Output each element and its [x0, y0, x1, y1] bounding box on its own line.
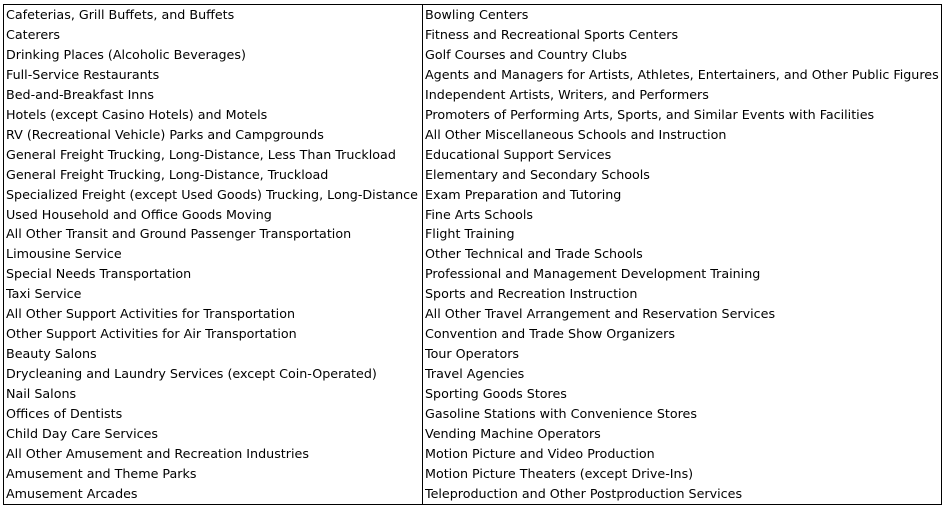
table-cell: Taxi Service [6, 286, 82, 302]
table-cell: Promoters of Performing Arts, Sports, and Similar Events with Facilities [425, 106, 875, 122]
table-cell: Educational Support Services [425, 146, 612, 162]
table-cell: Convention and Trade Show Organizers [425, 326, 675, 342]
table-cell: Hotels (except Casino Hotels) and Motels [6, 106, 268, 122]
table-cell: Motion Picture Theaters (except Drive-Ins) [425, 465, 694, 481]
table-cell: Teleproduction and Other Postproduction Services [425, 485, 743, 501]
table-cell: RV (Recreational Vehicle) Parks and Campgrounds [6, 126, 324, 142]
table-cell: Nail Salons [6, 386, 77, 402]
table-cell: Exam Preparation and Tutoring [425, 186, 622, 202]
table-cell: Sporting Goods Stores [425, 386, 567, 402]
table-cell: Elementary and Secondary Schools [425, 166, 650, 182]
table-cell: Fitness and Recreational Sports Centers [425, 26, 679, 42]
table-cell: Beauty Salons [6, 346, 97, 362]
table-cell: Travel Agencies [425, 366, 525, 382]
table-cell: Tour Operators [425, 346, 520, 362]
table-cell: Professional and Management Development Training [425, 266, 761, 282]
industry-table [3, 4, 942, 505]
table-cell: Other Support Activities for Air Transportation [6, 326, 297, 342]
table-cell: Amusement Arcades [6, 485, 138, 501]
table-cell: Drinking Places (Alcoholic Beverages) [6, 46, 246, 62]
table-cell: Vending Machine Operators [425, 426, 601, 442]
table-cell: Independent Artists, Writers, and Performers [425, 86, 709, 102]
table-cell: All Other Transit and Ground Passenger Transportation [6, 226, 352, 242]
table-cell: All Other Support Activities for Transportation [6, 306, 296, 322]
table-cell: Caterers [6, 26, 60, 42]
table-cell: Bed-and-Breakfast Inns [6, 86, 154, 102]
table-cell: Special Needs Transportation [6, 266, 192, 282]
table-cell: Child Day Care Services [6, 426, 159, 442]
table-cell: General Freight Trucking, Long-Distance, Less Than Truckload [6, 146, 396, 162]
table-cell: Amusement and Theme Parks [6, 465, 197, 481]
table-cell: All Other Amusement and Recreation Industries [6, 445, 309, 461]
table-cell: Specialized Freight (except Used Goods) Trucking, Long-Distance [6, 186, 418, 202]
table-cell: Sports and Recreation Instruction [425, 286, 638, 302]
left-column [4, 5, 423, 504]
table-cell: General Freight Trucking, Long-Distance, Truckload [6, 166, 329, 182]
table-cell: Full-Service Restaurants [6, 66, 160, 82]
table-cell: Used Household and Office Goods Moving [6, 206, 272, 222]
table-cell: Flight Training [425, 226, 515, 242]
right-column [423, 5, 941, 504]
table-cell: Gasoline Stations with Convenience Stores [425, 406, 697, 422]
table-cell: All Other Miscellaneous Schools and Instruction [425, 126, 727, 142]
table-cell: Fine Arts Schools [425, 206, 534, 222]
table-cell: Drycleaning and Laundry Services (except Coin-Operated) [6, 366, 377, 382]
table-cell: Motion Picture and Video Production [425, 445, 655, 461]
table-cell: Other Technical and Trade Schools [425, 246, 643, 262]
table-cell: Cafeterias, Grill Buffets, and Buffets [6, 7, 235, 22]
table-cell: All Other Travel Arrangement and Reservation Services [425, 306, 776, 322]
table-cell: Agents and Managers for Artists, Athletes, Entertainers, and Other Public Figures [425, 66, 939, 82]
table-cell: Bowling Centers [425, 7, 529, 22]
table-cell: Limousine Service [6, 246, 122, 262]
table-cell: Offices of Dentists [6, 406, 123, 422]
table-cell: Golf Courses and Country Clubs [425, 46, 627, 62]
